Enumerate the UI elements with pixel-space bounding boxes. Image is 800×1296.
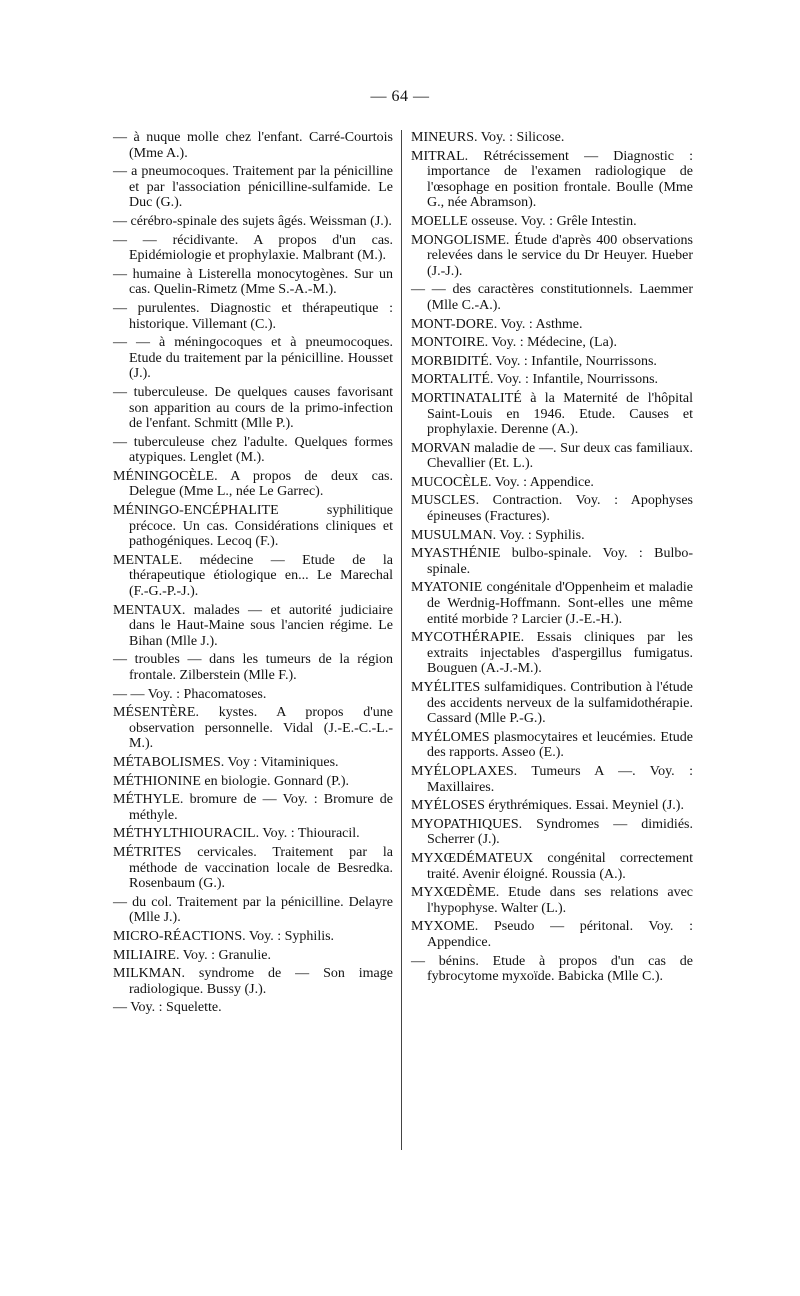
index-entry: MYÉLOMES plasmocytaires et leucémies. Etude des rapports. Asseo (E.).	[411, 729, 693, 761]
index-entry: MYXOME. Pseudo — péritonal. Voy. : Appendice.	[411, 919, 693, 950]
index-entry: — bénins. Etude à propos d'un cas de fybrocytome myxoïde. Babicka (Mlle C.).	[411, 953, 693, 985]
index-entry: MYÉLOPLAXES. Tumeurs A —. Voy. : Maxillaires.	[411, 763, 693, 795]
index-entry: MICRO-RÉACTIONS. Voy. : Syphilis.	[113, 928, 335, 944]
index-entry: — — Voy. : Phacomatoses.	[113, 686, 267, 702]
index-entry: MÉSENTÈRE. kystes. A propos d'une observation personnelle. Vidal (J.-E.-C.-L.-M.).	[113, 705, 393, 752]
index-entry: MUSULMAN. Voy. : Syphilis.	[411, 527, 585, 543]
index-entry: MENTAUX. malades — et autorité judiciaire dans le Haut-Maine sous l'ancien régime. Le Bihan (Mlle J.).	[113, 602, 393, 649]
index-entry: — à nuque molle chez l'enfant. Carré-Courtois (Mme A.).	[113, 130, 393, 161]
index-entry: — humaine à Listerella monocytogènes. Sur un cas. Quelin-Rimetz (Mme S.-A.-M.).	[113, 266, 393, 298]
index-entry: — tuberculeuse chez l'adulte. Quelques formes atypiques. Lenglet (M.).	[113, 434, 393, 466]
index-entry: MINEURS. Voy. : Silicose.	[411, 130, 565, 145]
index-entry: — troubles — dans les tumeurs de la région frontale. Zilberstein (Mlle F.).	[113, 652, 393, 683]
index-entry: — — récidivante. A propos d'un cas. Epidémiologie et prophylaxie. Malbrant (M.).	[113, 232, 393, 264]
index-entry: MORTALITÉ. Voy. : Infantile, Nourrissons.	[411, 372, 659, 388]
index-entry: MÉTHIONINE en biologie. Gonnard (P.).	[113, 773, 350, 789]
index-entry: MÉTHYLTHIOURACIL. Voy. : Thiouracil.	[113, 826, 360, 842]
column-divider	[401, 130, 402, 1150]
index-entry: — cérébro-spinale des sujets âgés. Weissman (J.).	[113, 213, 392, 229]
index-entry: MYATONIE congénitale d'Oppenheim et maladie de Werdnig-Hoffmann. Sont-elles une même entité morbide ? Larcier (J.-E.-H.).	[411, 580, 693, 627]
index-entry: MILIAIRE. Voy. : Granulie.	[113, 947, 271, 963]
index-entry: MÉTRITES cervicales. Traitement par la méthode de vaccination locale de Besredka. Rosenbaum (G.).	[113, 844, 393, 892]
right-column	[411, 130, 693, 988]
index-entry: MORTINATALITÉ à la Maternité de l'hôpital Saint-Louis en 1946. Etude. Causes et prophylaxie. Derenne (A.).	[411, 390, 693, 438]
index-entry: MOELLE osseuse. Voy. : Grêle Intestin.	[411, 213, 637, 229]
index-entry: — — à méningocoques et à pneumocoques. Etude du traitement par la pénicilline. Housset (J.).	[113, 335, 393, 382]
index-entry: MYXŒDÉMATEUX congénital correctement traité. Avenir éloigné. Roussia (A.).	[411, 850, 693, 882]
index-entry: MITRAL. Rétrécissement — Diagnostic : importance de l'examen radiologique de l'œsophage en position frontale. Boulle (Mme G., née Abramson).	[411, 148, 693, 211]
index-entry: MÉTHYLE. bromure de — Voy. : Bromure de méthyle.	[113, 792, 393, 823]
index-entry: MÉNINGOCÈLE. A propos de deux cas. Delegue (Mme L., née Le Garrec).	[113, 468, 393, 500]
index-entry: MYASTHÉNIE bulbo-spinale. Voy. : Bulbo-spinale.	[411, 546, 693, 577]
page-number: — 64 —	[370, 88, 430, 105]
index-entry: — — des caractères constitutionnels. Laemmer (Mlle C.-A.).	[411, 282, 693, 313]
index-entry: MONT-DORE. Voy. : Asthme.	[411, 316, 583, 332]
index-entry: — Voy. : Squelette.	[113, 1000, 222, 1016]
left-column	[113, 130, 393, 1019]
index-entry: MORVAN maladie de —. Sur deux cas familiaux. Chevallier (Et. L.).	[411, 440, 693, 472]
index-entry: MYXŒDÈME. Etude dans ses relations avec l'hypophyse. Walter (L.).	[411, 885, 693, 916]
index-entry: MYÉLITES sulfamidiques. Contribution à l'étude des accidents nerveux de la sulfamidothérapie. Cassard (Mlle P.-G.).	[411, 680, 693, 727]
index-entry: MYOPATHIQUES. Syndromes — dimidiés. Scherrer (J.).	[411, 816, 693, 848]
index-entry: MORBIDITÉ. Voy. : Infantile, Nourrissons.	[411, 353, 657, 369]
index-entry: MONGOLISME. Étude d'après 400 observations relevées dans le service du Dr Heuyer. Hueber (J.-J.).	[411, 232, 693, 279]
index-entry: MYCOTHÉRAPIE. Essais cliniques par les extraits injectables d'aspergillus fumigatus. Bouguen (A.-J.-M.).	[411, 630, 693, 677]
index-entry: — du col. Traitement par la pénicilline. Delayre (Mlle J.).	[113, 894, 393, 926]
index-entry: — purulentes. Diagnostic et thérapeutique : historique. Villemant (C.).	[113, 300, 393, 332]
index-entry: — a pneumocoques. Traitement par la pénicilline et par l'association pénicilline-sulfamide. Le Duc (G.).	[113, 164, 393, 211]
index-entry: MÉTABOLISMES. Voy : Vitaminiques.	[113, 754, 339, 770]
index-entry: MONTOIRE. Voy. : Médecine, (La).	[411, 335, 617, 351]
index-entry: — tuberculeuse. De quelques causes favorisant son apparition au cours de la primo-infection de l'enfant. Schmitt (Mlle P.).	[113, 384, 393, 432]
index-entry: MUCOCÈLE. Voy. : Appendice.	[411, 474, 594, 490]
index-entry: MUSCLES. Contraction. Voy. : Apophyses épineuses (Fractures).	[411, 493, 693, 525]
index-entry: MENTALE. médecine — Etude de la thérapeutique étiologique en... Le Marechal (F.-G.-P.-J.).	[113, 552, 393, 600]
index-entry: MÉNINGO-ENCÉPHALITE syphilitique précoce. Un cas. Considérations cliniques et pathogéniques. Lecoq (F.).	[113, 503, 393, 550]
index-entry: MILKMAN. syndrome de — Son image radiologique. Bussy (J.).	[113, 966, 393, 997]
index-entry: MYÉLOSES érythrémiques. Essai. Meyniel (J.).	[411, 798, 684, 814]
